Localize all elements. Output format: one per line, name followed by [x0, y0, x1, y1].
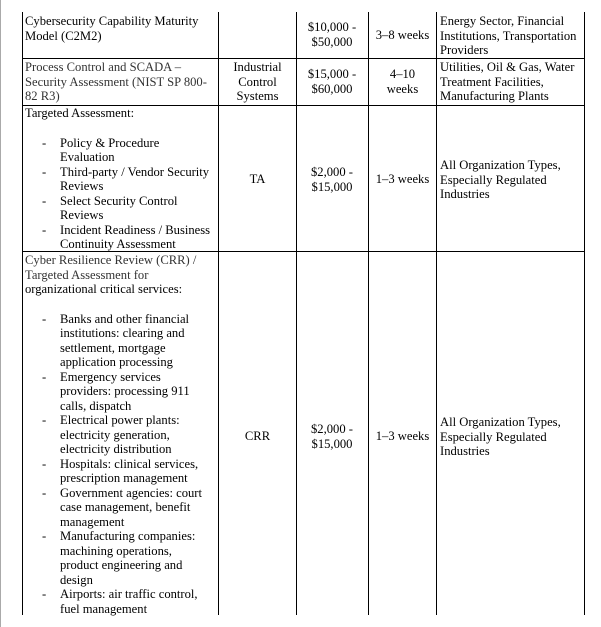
col-border [436, 12, 437, 615]
row3-bullet-list [25, 136, 217, 252]
row4-cost-line: $2,000 - [311, 422, 353, 436]
row2-abbr-line: Control [238, 74, 277, 89]
list-item: - Government agencies: court case management, benefit management [25, 486, 217, 530]
row3-industries-line: Especially Regulated [440, 172, 547, 187]
row-border [22, 58, 585, 59]
list-item: - Hospitals: clinical services, prescription management [25, 457, 217, 486]
col-border [368, 12, 369, 615]
row3-cost [297, 165, 367, 194]
row3-cost-line: $15,000 [311, 179, 353, 194]
row2-service-line: Security Assessment (NIST SP 800- [25, 74, 207, 89]
row1-service [25, 14, 217, 43]
row4-bullet-list [25, 312, 217, 617]
row4-duration [369, 429, 436, 444]
row1-duration [369, 28, 436, 43]
row4-industries-line: Industries [440, 444, 490, 458]
row3-service [25, 106, 217, 252]
row2-cost [297, 67, 367, 96]
row3-industries-line: Industries [440, 187, 490, 201]
row2-industries [440, 60, 586, 104]
row4-abbr-text: CRR [244, 429, 271, 443]
list-item: - Electrical power plants: electricity generation, electricity distribution [25, 413, 217, 457]
list-item: - Select Security Control Reviews [25, 194, 217, 223]
row3-abbr [219, 172, 296, 187]
row4-service-title: organizational critical services: [25, 282, 183, 296]
row1-cost-line: $10,000 - [307, 20, 357, 34]
row2-duration-line: 4–10 [389, 67, 416, 81]
col-border [22, 12, 23, 615]
row3-cost-line: $2,000 - [311, 165, 353, 179]
row2-service-line: Process Control and SCADA – [25, 60, 182, 74]
row2-duration-line: weeks [386, 81, 419, 96]
row3-duration [369, 172, 436, 187]
row4-industries-line: All Organization Types, [440, 415, 561, 429]
row4-duration-text: 1–3 weeks [375, 429, 430, 443]
row2-duration [369, 67, 436, 96]
row1-industries-line: Institutions, Transportation [440, 28, 577, 43]
row2-cost-line: $15,000 - [307, 67, 357, 81]
row1-duration-text: 3–8 weeks [375, 28, 430, 42]
row4-industries [440, 415, 586, 459]
list-item: - Third-party / Vendor Security Reviews [25, 165, 217, 194]
row2-cost-line: $60,000 [311, 81, 353, 96]
row3-abbr-text: TA [249, 172, 266, 186]
row4-cost [297, 422, 367, 451]
col-border [296, 12, 297, 615]
row3-industries [440, 158, 586, 202]
row2-industries-line: Treatment Facilities, [440, 74, 544, 89]
row3-duration-text: 1–3 weeks [375, 172, 430, 186]
row4-industries-line: Especially Regulated [440, 429, 547, 444]
row1-service-line: Cybersecurity Capability Maturity [25, 14, 199, 28]
row4-service-title: Targeted Assessment for [25, 267, 149, 282]
row3-service-title: Targeted Assessment: [25, 106, 135, 120]
list-item: - Policy & Procedure Evaluation [25, 136, 217, 165]
row3-industries-line: All Organization Types, [440, 158, 561, 172]
row2-industries-line: Utilities, Oil & Gas, Water [440, 60, 575, 74]
row1-industries-line: Providers [440, 43, 489, 57]
list-item: - Emergency services providers: processing 911 calls, dispatch [25, 370, 217, 414]
row4-service-title: Cyber Resilience Review (CRR) / [25, 253, 197, 267]
list-item: - Incident Readiness / Business Continuity Assessment [25, 223, 217, 252]
row1-industries-line: Energy Sector, Financial [440, 14, 565, 28]
row1-cost-line: $50,000 [311, 34, 353, 49]
row1-service-line: Model (C2M2) [25, 28, 102, 43]
row4-service [25, 253, 217, 616]
list-item: - Manufacturing companies: machining operations, product engineering and design [25, 529, 217, 587]
row2-service-line: 82 R3) [25, 89, 60, 103]
row2-abbr-line: Industrial [233, 60, 282, 74]
left-edge [0, 0, 1, 627]
row2-abbr-line: Systems [236, 89, 279, 103]
row4-abbr [219, 429, 296, 444]
list-item: - Airports: air traffic control, fuel management [25, 587, 217, 616]
row1-industries [440, 14, 586, 58]
row1-cost [297, 20, 367, 49]
row4-cost-line: $15,000 [311, 436, 353, 451]
list-item: - Banks and other financial institutions: clearing and settlement, mortgage application processing [25, 312, 217, 370]
row2-industries-line: Manufacturing Plants [440, 89, 549, 103]
row2-service [25, 60, 217, 104]
row2-abbr [219, 60, 296, 104]
